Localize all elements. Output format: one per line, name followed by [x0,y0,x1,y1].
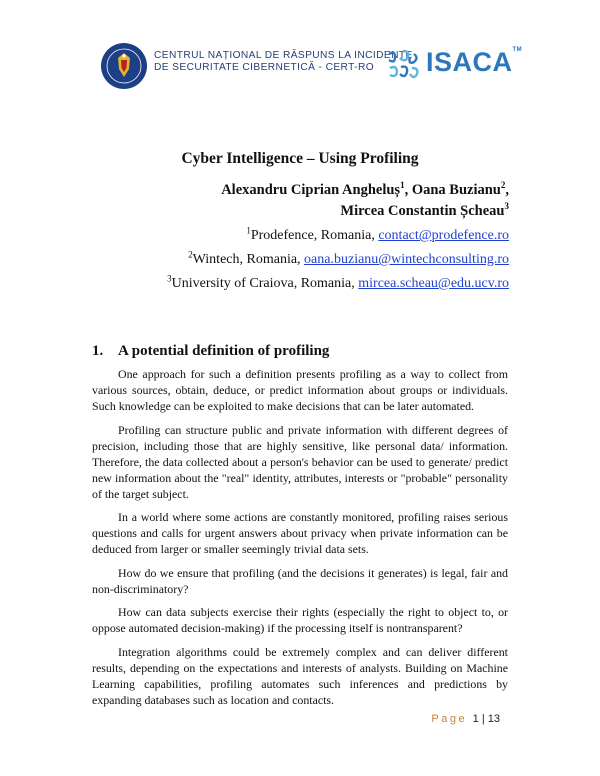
author-2: Oana Buzianu [411,182,501,198]
author-3-sup: 3 [504,201,509,212]
affiliation-1-email-link[interactable]: contact@prodefence.ro [378,228,509,243]
affiliation-3-sup: 3 [167,273,172,284]
footer-page-word: Page [431,713,468,725]
author-1: Alexandru Ciprian Angheluș [221,182,401,198]
paragraph-2: Profiling can structure public and private information with different degrees of precision, including those that are highly sensitive, like personal data/ information. Therefore, the data collected about a person's behavior can be used to generate/ predict new information about the "real" identity, attributes, interests or "probable" personality of the target subject. [92,422,508,501]
paragraph-1: One approach for such a definition presents profiling as a way to collect from various sources, obtain, deduce, or predict information about groups or individuals. Such knowledge can be exploited to make decisions that can be later automated. [92,367,508,413]
section-body [92,366,508,715]
author-separator: , [404,182,412,198]
affiliation-3-email-link[interactable]: mircea.scheau@edu.ucv.ro [358,276,509,291]
footer-separator: | [478,713,488,725]
footer-current-page: 1 [472,713,479,725]
isaca-logo-icon [386,48,420,82]
cert-line-1: CENTRUL NAȚIONAL DE RĂSPUNS LA INCIDENTE [154,50,413,61]
cert-line-2: DE SECURITATE CIBERNETICĂ - CERT-RO [154,62,375,73]
author-1-sup: 1 [400,180,405,191]
authors-line-2 [340,203,509,220]
paper-title: Cyber Intelligence – Using Profiling [181,150,419,167]
affiliation-3 [167,273,509,292]
affiliation-2-text: Wintech, Romania, [192,252,305,267]
cert-ro-name [154,50,413,74]
isaca-wordmark [426,47,522,78]
footer-total-pages: 13 [487,713,500,725]
author-2-sup: 2 [500,180,506,191]
affiliation-2 [188,249,509,268]
paragraph-6: Integration algorithms could be extremely complex and can deliver different results, depending on the expectations and interests of analysts. Building on Machine Learning capabilities, profiling automates such inferences and predictions by expanding databases such as location and contacts. [92,644,508,707]
section-title: A potential definition of profiling [118,343,330,359]
affiliation-2-email-link[interactable]: oana.buzianu@wintechconsulting.ro [304,252,509,267]
affiliation-1-text: Prodefence, Romania, [250,228,379,243]
isaca-word: ISACA [426,47,513,77]
affiliation-1 [246,225,509,244]
cert-ro-seal-icon [100,42,148,90]
affiliation-2-sup: 2 [188,249,193,260]
section-heading [92,343,329,360]
page-footer [431,713,500,725]
affiliation-3-text: University of Craiova, Romania, [171,276,359,291]
isaca-tm: TM [512,47,523,53]
page-header [96,40,523,96]
paragraph-3: In a world where some actions are constantly monitored, profiling raises serious questions and calls for urgent answers about privacy when private information can be deduced from larger or smaller seemingly trivial data sets. [92,510,508,556]
affiliation-1-sup: 1 [246,225,251,236]
paragraph-4: How do we ensure that profiling (and the decisions it generates) is legal, fair and non-discriminatory? [92,565,508,596]
section-number: 1. [92,343,104,359]
paragraph-5: How can data subjects exercise their rights (especially the right to object to, or oppose automated decision-making) if the processing itself is nontransparent? [92,605,508,635]
authors-line-1 [221,182,509,199]
author-3: Mircea Constantin Șcheau [340,203,505,219]
authors-line-1-tail: , [505,182,509,198]
